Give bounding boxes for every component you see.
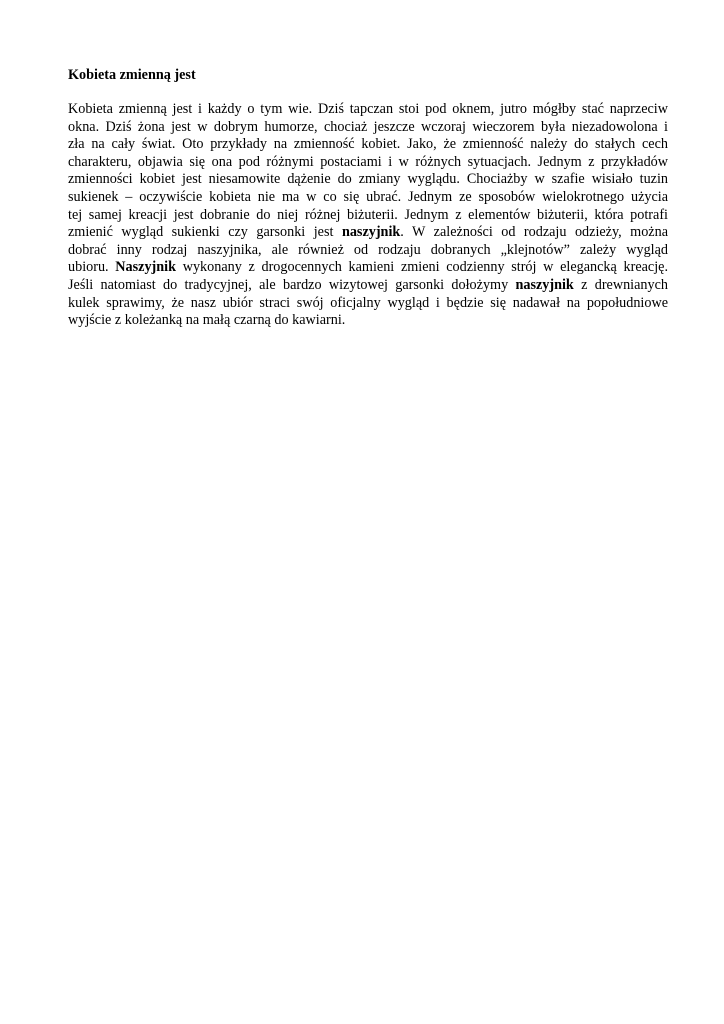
bold-keyword: Naszyjnik	[115, 259, 176, 276]
paragraph-line	[68, 136, 668, 154]
paragraph-line	[68, 101, 668, 119]
bold-keyword: naszyjnik	[515, 276, 574, 293]
document-title: Kobieta zmienną jest	[68, 67, 196, 83]
paragraph-line	[68, 207, 668, 225]
paragraph-line	[68, 154, 668, 172]
text-segment: ubioru.	[68, 259, 116, 276]
text-segment: . W zależności od rodzaju odzieży, można	[400, 224, 668, 241]
paragraph-line	[68, 277, 668, 295]
paragraph-line	[68, 259, 668, 277]
text-segment: Jeśli natomiast do tradycyjnej, ale bardzo wizytowej garsonki dołożymy	[68, 276, 516, 293]
paragraph-line	[68, 312, 668, 330]
text-segment: zmienności kobiet jest niesamowite dążenie do zmiany wyglądu. Chociażby w szafie wisiało tuzin	[68, 171, 668, 188]
text-segment: charakteru, objawia się ona pod różnymi postaciami i w różnych sytuacjach. Jednym z przykładów	[68, 153, 668, 170]
text-segment: dobrać inny rodzaj naszyjnika, ale również od rodzaju dobranych „klejnotów” zależy wygląd	[68, 241, 668, 258]
text-segment: kulek sprawimy, że nasz ubiór straci swój oficjalny wygląd i będzie się nadawał na popołudniowe	[68, 294, 668, 311]
bold-keyword: naszyjnik	[341, 224, 401, 241]
text-segment: sukienek – oczywiście kobieta nie ma w co się ubrać. Jednym ze sposobów wielokrotnego użycia	[68, 188, 668, 205]
paragraph-line	[68, 224, 668, 242]
text-segment: wyjście z koleżanką na małą czarną do kawiarni.	[68, 312, 346, 329]
paragraph-line	[68, 189, 668, 207]
paragraph-line	[68, 171, 668, 189]
text-segment: z drewnianych	[573, 276, 668, 293]
text-segment: Kobieta zmienną jest i każdy o tym wie. Dziś tapczan stoi pod oknem, jutro mógłby stać naprzeciw	[68, 101, 668, 117]
text-segment: tej samej kreacji jest dobranie do niej różnej biżuterii. Jednym z elementów biżuterii, która potrafi	[68, 206, 668, 223]
paragraph-line	[68, 295, 668, 313]
paragraph-line	[68, 119, 668, 137]
text-segment: okna. Dziś żona jest w dobrym humorze, chociaż jeszcze wczoraj wieczorem była niezadowolona i	[68, 118, 668, 135]
text-segment: zła na cały świat. Oto przykłady na zmienność kobiet. Jako, że zmienność należy do stałych cech	[68, 136, 668, 153]
text-segment: wykonany z drogocennych kamieni zmieni codzienny strój w elegancką kreację.	[176, 259, 668, 276]
text-segment: zmienić wygląd sukienki czy garsonki jest	[68, 224, 342, 241]
document-body	[68, 101, 668, 330]
paragraph-line	[68, 242, 668, 260]
